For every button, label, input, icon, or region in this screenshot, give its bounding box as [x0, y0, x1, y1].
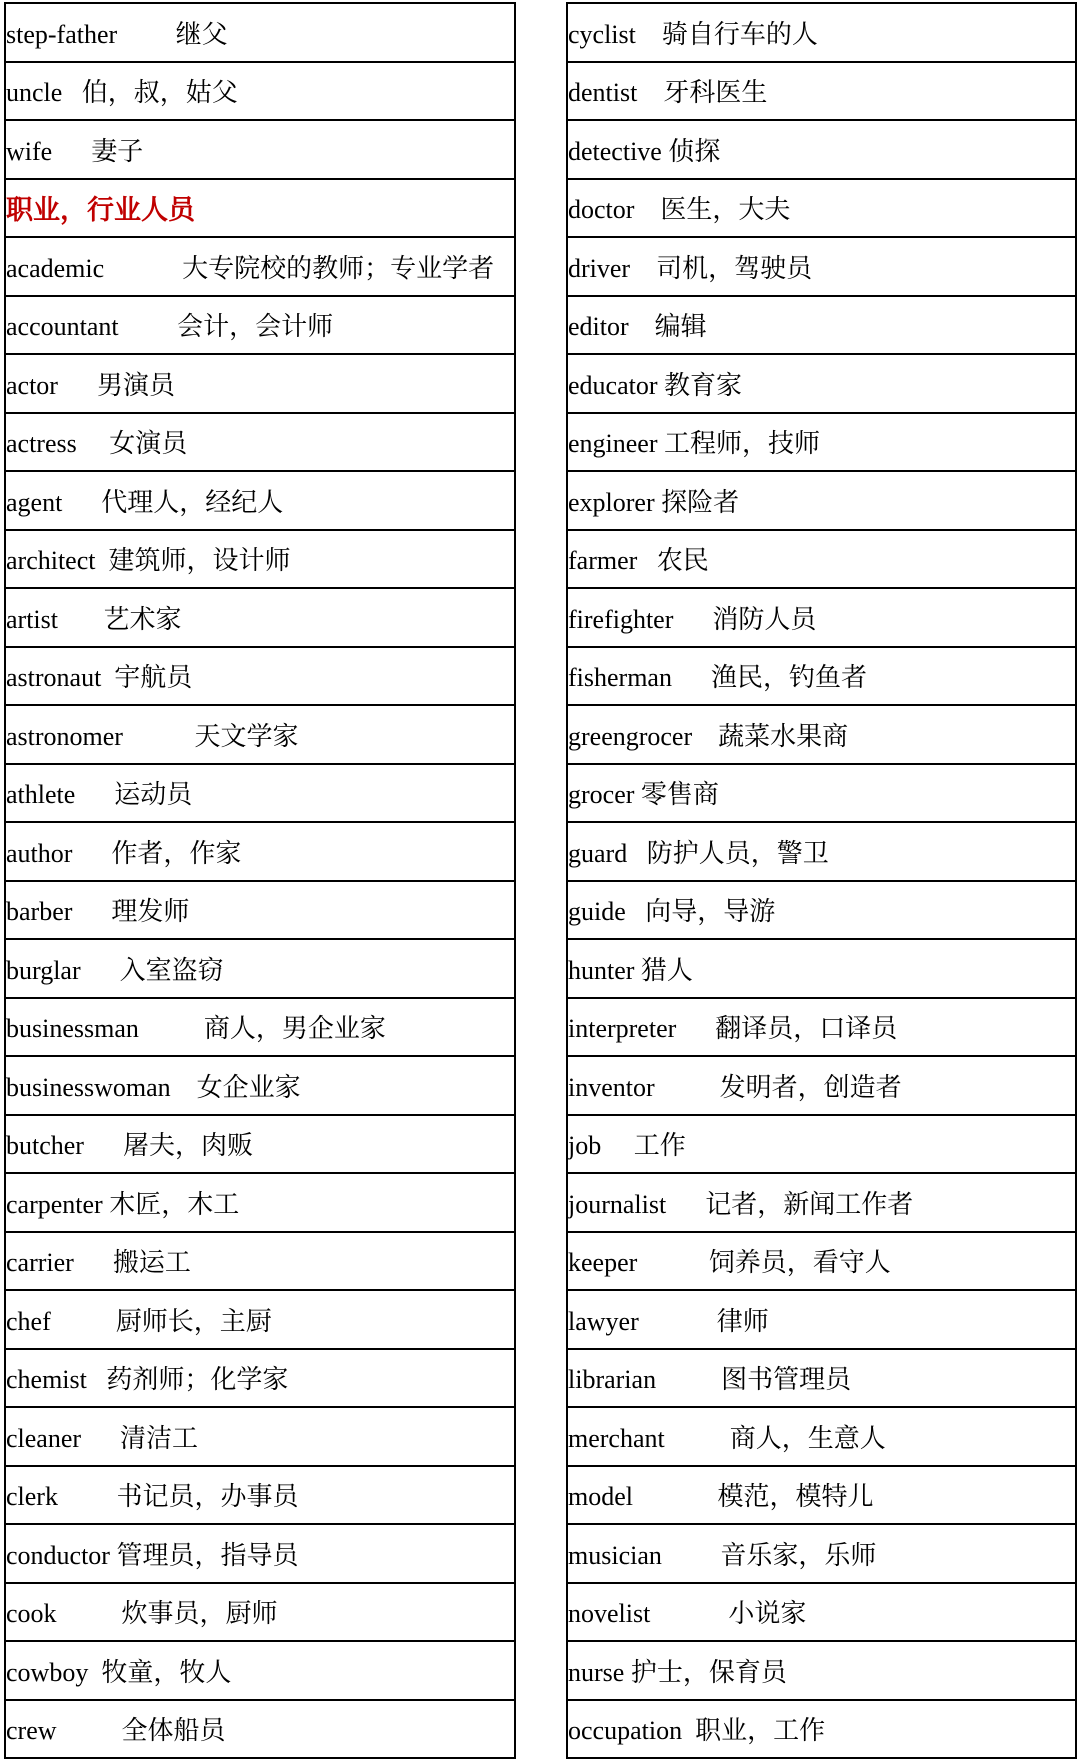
vocab-entry: farmer 农民	[568, 546, 709, 576]
table-row	[568, 823, 1075, 882]
vocab-entry: architect 建筑师，设计师	[6, 546, 291, 576]
table-row	[6, 648, 514, 707]
vocab-entry: journalist 记者，新闻工作者	[568, 1189, 914, 1219]
vocab-entry: author 作者，作家	[6, 838, 242, 868]
table-row	[568, 648, 1075, 707]
vocab-entry: wife 妻子	[6, 136, 144, 166]
table-row	[568, 1467, 1075, 1526]
table-row	[6, 531, 514, 590]
vocab-entry: model 模范，模特儿	[568, 1482, 874, 1512]
section-heading	[6, 180, 514, 239]
vocab-entry: burglar 入室盗窃	[6, 955, 224, 985]
vocab-entry: merchant 商人，生意人	[568, 1423, 886, 1453]
vocab-entry: educator 教育家	[568, 370, 743, 400]
table-row	[568, 121, 1075, 180]
vocab-entry: conductor 管理员，指导员	[6, 1540, 299, 1570]
table-row	[6, 414, 514, 473]
vocab-entry: driver 司机，驾驶员	[568, 253, 813, 283]
vocab-entry: astronomer 天文学家	[6, 721, 299, 751]
vocab-entry: chef 厨师长，主厨	[6, 1306, 272, 1336]
vocab-entry: explorer 探险者	[568, 487, 740, 517]
table-row	[6, 238, 514, 297]
table-row	[6, 1057, 514, 1116]
table-row	[568, 1584, 1075, 1643]
vocab-entry: step-father 继父	[6, 19, 228, 49]
vocab-entry: librarian 图书管理员	[568, 1365, 852, 1395]
table-row	[6, 1701, 514, 1760]
table-row	[6, 1467, 514, 1526]
vocab-entry: cleaner 清洁工	[6, 1423, 199, 1453]
vocab-entry: keeper 饲养员，看守人	[568, 1248, 891, 1278]
vocab-entry: nurse 护士，保育员	[568, 1657, 787, 1687]
table-row	[568, 180, 1075, 239]
table-row	[568, 1233, 1075, 1292]
vocab-entry: firefighter 消防人员	[568, 604, 817, 634]
vocabulary-table-left	[4, 2, 516, 1759]
vocab-entry: artist 艺术家	[6, 604, 182, 634]
vocab-entry: chemist 药剂师；化学家	[6, 1365, 289, 1395]
table-row	[6, 999, 514, 1058]
table-row	[6, 1584, 514, 1643]
vocab-entry: athlete 运动员	[6, 780, 193, 810]
vocab-entry: cowboy 牧童，牧人	[6, 1657, 232, 1687]
table-row	[568, 531, 1075, 590]
vocab-entry: job 工作	[568, 1131, 686, 1161]
vocab-entry: cyclist 骑自行车的人	[568, 19, 818, 49]
vocab-entry: doctor 医生，大夫	[568, 195, 791, 225]
vocab-entry: editor 编辑	[568, 312, 707, 342]
vocab-entry: inventor 发明者，创造者	[568, 1072, 902, 1102]
vocab-entry: greengrocer 蔬菜水果商	[568, 721, 849, 751]
table-row	[6, 1174, 514, 1233]
vocab-entry: barber 理发师	[6, 897, 190, 927]
vocab-entry: businesswoman 女企业家	[6, 1072, 301, 1102]
table-row	[568, 1350, 1075, 1409]
vocab-entry: hunter 猎人	[568, 955, 693, 985]
vocab-entry: occupation 职业，工作	[568, 1716, 826, 1746]
table-row	[6, 355, 514, 414]
table-row	[568, 589, 1075, 648]
vocab-entry: astronaut 宇航员	[6, 663, 193, 693]
table-row	[6, 1408, 514, 1467]
table-row	[6, 589, 514, 648]
vocab-entry: detective 侦探	[568, 136, 721, 166]
table-row	[568, 297, 1075, 356]
table-row	[6, 121, 514, 180]
table-row	[6, 63, 514, 122]
table-row	[568, 1525, 1075, 1584]
vocab-entry: academic 大专院校的教师；专业学者	[6, 253, 495, 283]
table-row	[568, 4, 1075, 63]
table-row	[6, 1233, 514, 1292]
table-row	[6, 823, 514, 882]
table-row	[6, 4, 514, 63]
vocab-entry: fisherman 渔民，钓鱼者	[568, 663, 867, 693]
table-row	[568, 1057, 1075, 1116]
table-row	[6, 1350, 514, 1409]
vocab-entry: novelist 小说家	[568, 1599, 807, 1629]
table-row	[568, 414, 1075, 473]
vocab-entry: carpenter 木匠，木工	[6, 1189, 240, 1219]
table-row	[568, 940, 1075, 999]
table-row	[568, 1642, 1075, 1701]
vocab-entry: actor 男演员	[6, 370, 175, 400]
vocab-entry: accountant 会计，会计师	[6, 312, 334, 342]
vocab-entry: guard 防护人员，警卫	[568, 838, 829, 868]
table-row	[6, 882, 514, 941]
vocab-entry: uncle 伯，叔，姑父	[6, 78, 238, 108]
vocab-entry: businessman 商人，男企业家	[6, 1014, 386, 1044]
table-row	[6, 1525, 514, 1584]
table-row	[568, 1701, 1075, 1760]
table-row	[6, 472, 514, 531]
table-row	[568, 63, 1075, 122]
vocab-entry: clerk 书记员，办事员	[6, 1482, 299, 1512]
vocab-entry: crew 全体船员	[6, 1716, 226, 1746]
table-row	[568, 882, 1075, 941]
table-row	[568, 1408, 1075, 1467]
vocab-entry: actress 女演员	[6, 429, 188, 459]
table-row	[568, 472, 1075, 531]
table-row	[568, 765, 1075, 824]
vocab-entry: lawyer 律师	[568, 1306, 769, 1336]
vocabulary-table-right	[566, 2, 1077, 1759]
vocab-entry: agent 代理人，经纪人	[6, 487, 284, 517]
table-row	[6, 297, 514, 356]
vocab-entry: butcher 屠夫，肉贩	[6, 1131, 253, 1161]
vocab-entry: engineer 工程师，技师	[568, 429, 821, 459]
vocab-entry: grocer 零售商	[568, 780, 719, 810]
table-row	[568, 1116, 1075, 1175]
table-row	[6, 1291, 514, 1350]
vocab-entry: interpreter 翻译员，口译员	[568, 1014, 898, 1044]
table-row	[6, 1642, 514, 1701]
table-row	[6, 765, 514, 824]
table-row	[568, 1174, 1075, 1233]
table-row	[6, 1116, 514, 1175]
vocab-entry: musician 音乐家，乐师	[568, 1540, 877, 1570]
table-row	[568, 238, 1075, 297]
table-row	[568, 999, 1075, 1058]
vocab-entry: carrier 搬运工	[6, 1248, 191, 1278]
table-row	[568, 355, 1075, 414]
table-row	[6, 940, 514, 999]
table-row	[6, 706, 514, 765]
table-row	[568, 1291, 1075, 1350]
vocab-entry: dentist 牙科医生	[568, 78, 768, 108]
table-row	[568, 706, 1075, 765]
vocab-entry: guide 向导，导游	[568, 897, 776, 927]
vocab-entry: 职业，行业人员	[6, 195, 195, 226]
vocab-entry: cook 炊事员，厨师	[6, 1599, 278, 1629]
